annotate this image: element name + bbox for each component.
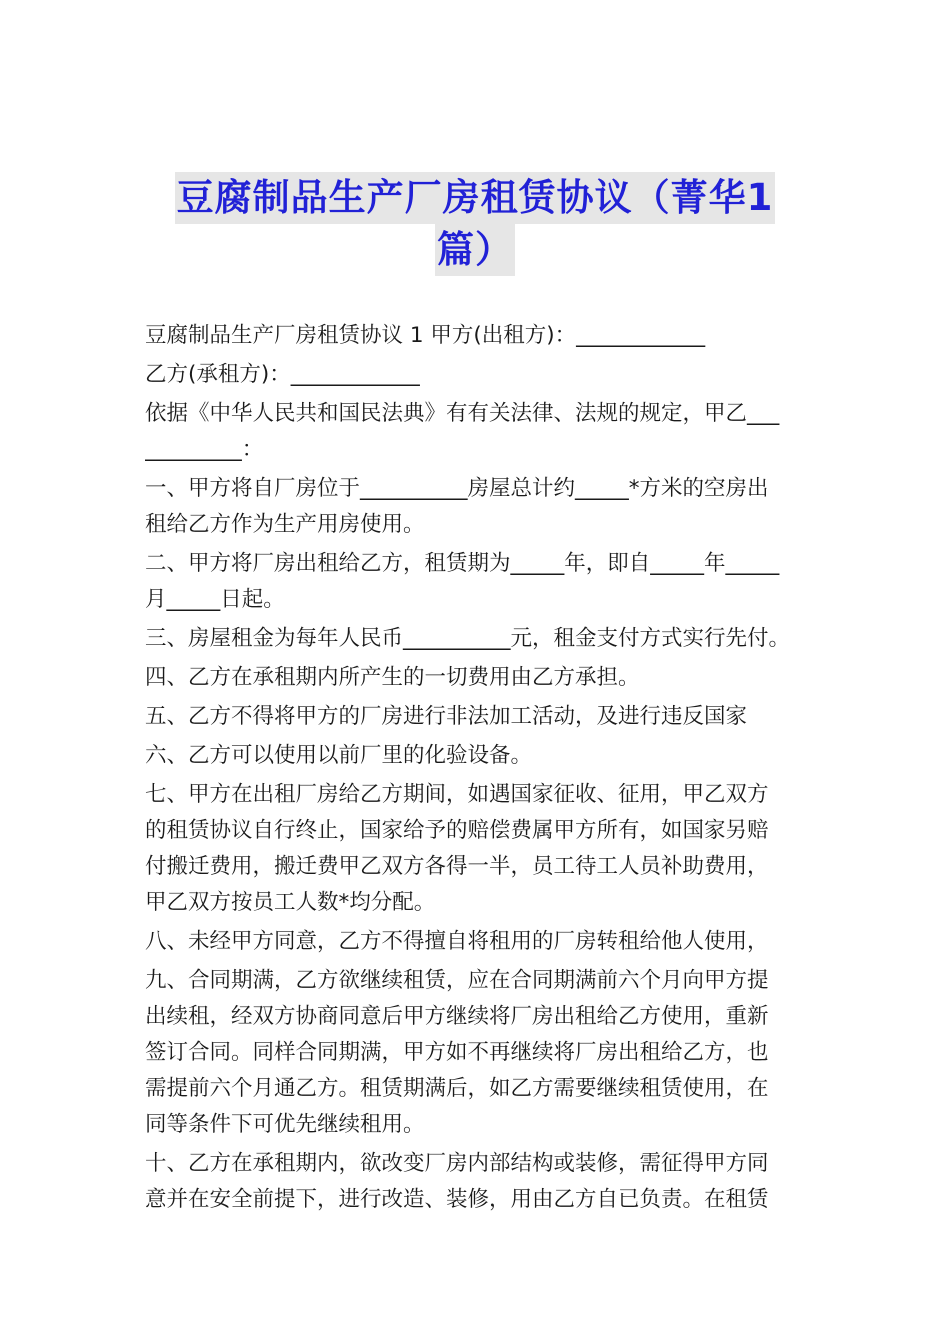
- title-line-1: 豆腐制品生产厂房租赁协议（菁华1: [175, 172, 776, 224]
- paragraph: [145, 738, 807, 774]
- paragraph-line: 的租赁协议自行终止，国家给予的赔偿费属甲方所有，如国家另赔: [145, 818, 769, 843]
- paragraph-line: 四、乙方在承租期内所产生的一切费用由乙方承担。: [145, 665, 640, 690]
- paragraph-line: 一、甲方将自厂房位于__________房屋总计约_____*方米的空房出: [145, 476, 769, 501]
- paragraph: [145, 963, 807, 1143]
- paragraph-line: 乙方(承租方)：____________: [145, 362, 420, 387]
- paragraph-line: 九、合同期满，乙方欲继续租赁，应在合同期满前六个月向甲方提: [145, 968, 769, 993]
- paragraph-line: 付搬迁费用，搬迁费甲乙双方各得一半，员工待工人员补助费用，: [145, 854, 769, 879]
- paragraph-line: 十、乙方在承租期内，欲改变厂房内部结构或装修，需征得甲方同: [145, 1151, 769, 1176]
- paragraph-line: 六、乙方可以使用以前厂里的化验设备。: [145, 743, 533, 768]
- paragraph-line: 需提前六个月通乙方。租赁期满后，如乙方需要继续租赁使用，在: [145, 1076, 769, 1101]
- paragraph-line: 三、房屋租金为每年人民币__________元，租金支付方式实行先付。: [145, 626, 791, 651]
- paragraph: [145, 1146, 807, 1218]
- paragraph-line: 七、甲方在出租厂房给乙方期间，如遇国家征收、征用，甲乙双方: [145, 782, 769, 807]
- paragraph-line: 八、未经甲方同意，乙方不得擅自将租用的厂房转租给他人使用，: [145, 929, 769, 954]
- paragraph: [145, 621, 807, 657]
- paragraph: [145, 660, 807, 696]
- paragraph-line: 甲乙双方按员工人数*均分配。: [145, 890, 436, 915]
- paragraph-line: 租给乙方作为生产用房使用。: [145, 512, 425, 537]
- paragraph: [145, 546, 807, 618]
- title-line-2: 篇）: [435, 224, 515, 276]
- paragraph-line: _________：: [145, 437, 264, 462]
- paragraph-line: 二、甲方将厂房出租给乙方，租赁期为_____年，即自_____年_____: [145, 551, 780, 576]
- paragraph-line: 同等条件下可优先继续租用。: [145, 1112, 425, 1137]
- paragraph: [145, 318, 807, 354]
- paragraph: [145, 471, 807, 543]
- paragraph: [145, 924, 807, 960]
- paragraph-line: 五、乙方不得将甲方的厂房进行非法加工活动，及进行违反国家: [145, 704, 748, 729]
- paragraph-line: 月_____日起。: [145, 587, 285, 612]
- paragraph: [145, 396, 807, 468]
- paragraph-line: 签订合同。同样合同期满，甲方如不再继续将厂房出租给乙方，也: [145, 1040, 769, 1065]
- document-body: [145, 318, 807, 1221]
- paragraph: [145, 777, 807, 921]
- paragraph-line: 依据《中华人民共和国民法典》有有关法律、法规的规定，甲乙___: [145, 401, 780, 426]
- paragraph-line: 豆腐制品生产厂房租赁协议 1 甲方(出租方)：____________: [145, 323, 706, 348]
- paragraph-line: 意并在安全前提下，进行改造、装修，用由乙方自已负责。在租赁: [145, 1187, 769, 1212]
- paragraph: [145, 699, 807, 735]
- paragraph-line: 出续租，经双方协商同意后甲方继续将厂房出租给乙方使用，重新: [145, 1004, 769, 1029]
- document-title: [120, 172, 830, 276]
- paragraph: [145, 357, 807, 393]
